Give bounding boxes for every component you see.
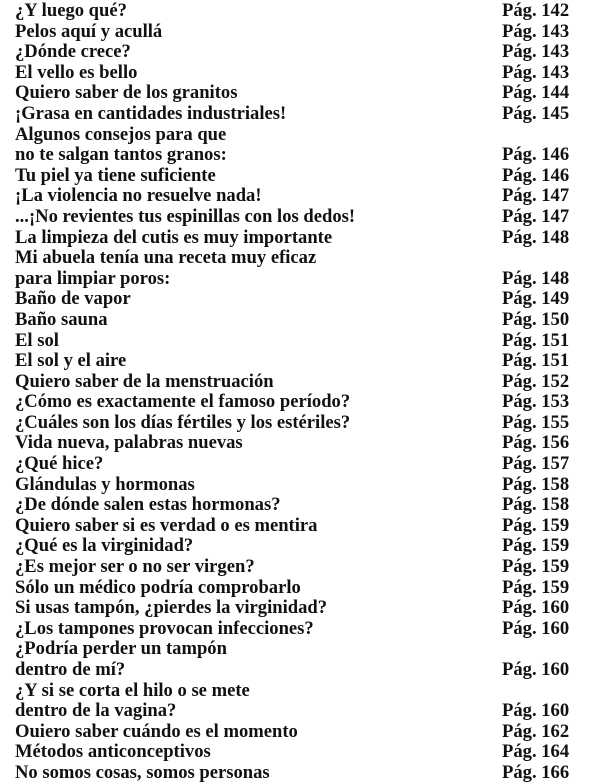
- toc-entry-title: Métodos anticonceptivos: [15, 741, 211, 763]
- toc-entry-title: Mi abuela tenía una receta muy eficaz: [15, 247, 317, 269]
- table-of-contents: [15, 1, 590, 784]
- toc-entry-page: Pág. 162: [502, 720, 570, 742]
- toc-entry: [15, 248, 590, 269]
- toc-entry: [15, 557, 590, 578]
- toc-entry-page: Pág. 148: [502, 226, 570, 248]
- toc-entry: [15, 516, 590, 537]
- toc-entry-title: ¿Cuáles son los días fértiles y los estériles?: [15, 411, 351, 433]
- toc-entry-title: ¿Los tampones provocan infecciones?: [15, 617, 314, 639]
- toc-entry-title: no te salgan tantos granos:: [15, 144, 227, 166]
- toc-entry: [15, 433, 590, 454]
- toc-entry: [15, 22, 590, 43]
- toc-entry-title: Algunos consejos para que: [15, 123, 227, 145]
- toc-entry-page: Pág. 151: [502, 350, 570, 372]
- toc-entry: [15, 475, 590, 496]
- toc-entry: [15, 619, 590, 640]
- toc-entry: [15, 63, 590, 84]
- toc-entry: [15, 536, 590, 557]
- toc-entry-title: ¡Grasa en cantidades industriales!: [15, 102, 287, 124]
- toc-entry-title: ¿Podría perder un tampón: [15, 638, 227, 660]
- toc-entry-page: Pág. 151: [502, 329, 570, 351]
- toc-entry-page: Pág. 159: [502, 576, 570, 598]
- toc-entry-page: Pág. 160: [502, 617, 570, 639]
- toc-entry-title: No somos cosas, somos personas: [15, 761, 270, 783]
- toc-entry: [15, 660, 590, 681]
- toc-entry-title: ¿Cómo es exactamente el famoso período?: [15, 391, 351, 413]
- toc-entry: [15, 125, 590, 146]
- toc-entry-page: Pág. 156: [502, 432, 570, 454]
- toc-entry: [15, 351, 590, 372]
- toc-entry-page: Pág. 143: [502, 41, 570, 63]
- toc-entry-title: para limpiar poros:: [15, 267, 171, 289]
- toc-entry-page: Pág. 159: [502, 535, 570, 557]
- toc-entry: [15, 42, 590, 63]
- toc-entry: [15, 392, 590, 413]
- toc-entry-page: Pág. 157: [502, 453, 570, 475]
- toc-entry: [15, 228, 590, 249]
- toc-entry-page: Pág. 159: [502, 514, 570, 536]
- toc-entry-page: Pág. 158: [502, 494, 570, 516]
- toc-entry-title: ¡La violencia no resuelve nada!: [15, 185, 262, 207]
- toc-entry-title: Quiero saber si es verdad o es mentira: [15, 514, 318, 536]
- toc-entry-title: Ouiero saber cuándo es el momento: [15, 720, 298, 742]
- toc-entry-page: Pág. 146: [502, 164, 570, 186]
- toc-entry: [15, 763, 590, 784]
- toc-entry-page: Pág. 143: [502, 20, 570, 42]
- toc-entry-title: Si usas tampón, ¿pierdes la virginidad?: [15, 597, 328, 619]
- toc-entry-page: Pág. 159: [502, 556, 570, 578]
- toc-entry-page: Pág. 153: [502, 391, 570, 413]
- toc-entry: [15, 289, 590, 310]
- toc-entry-title: Pelos aquí y acullá: [15, 20, 163, 42]
- toc-entry-page: Pág. 145: [502, 102, 570, 124]
- toc-entry-title: ¿De dónde salen estas hormonas?: [15, 494, 281, 516]
- toc-entry-page: Pág. 152: [502, 370, 570, 392]
- toc-entry-page: Pág. 142: [502, 0, 570, 21]
- toc-entry: [15, 454, 590, 475]
- toc-entry-title: Baño de vapor: [15, 288, 131, 310]
- toc-entry-page: Pág. 164: [502, 741, 570, 763]
- toc-entry-title: Baño sauna: [15, 308, 108, 330]
- toc-entry-page: Pág. 160: [502, 659, 570, 680]
- toc-entry-page: Pág. 144: [502, 82, 570, 104]
- toc-entry: [15, 372, 590, 393]
- toc-entry: [15, 166, 590, 187]
- toc-entry-title: ¿Y si se corta el hilo o se mete: [15, 679, 250, 701]
- toc-entry-page: Pág. 160: [502, 700, 570, 722]
- toc-entry: [15, 722, 590, 743]
- toc-entry: [15, 207, 590, 228]
- toc-entry-title: El sol: [15, 329, 59, 351]
- toc-entry-page: Pág. 155: [502, 411, 570, 433]
- toc-entry-title: ¿Dónde crece?: [15, 41, 131, 63]
- toc-entry-title: Sólo un médico podría comprobarlo: [15, 576, 301, 598]
- toc-entry-title: Quiero saber de los granitos: [15, 82, 238, 104]
- toc-entry-title: dentro de mí?: [15, 659, 126, 680]
- toc-entry-title: Quiero saber de la menstruación: [15, 370, 274, 392]
- toc-entry-page: Pág. 146: [502, 144, 570, 166]
- toc-entry-page: Pág. 147: [502, 185, 570, 207]
- toc-entry-title: El vello es bello: [15, 61, 138, 83]
- toc-entry-page: Pág. 147: [502, 205, 570, 227]
- toc-entry-title: Glándulas y hormonas: [15, 473, 195, 495]
- toc-entry-title: ...¡No revientes tus espinillas con los dedos!: [15, 205, 356, 227]
- toc-entry-title: ¿Es mejor ser o no ser virgen?: [15, 556, 255, 578]
- toc-entry: [15, 1, 590, 22]
- toc-entry: [15, 186, 590, 207]
- toc-entry-title: Vida nueva, palabras nuevas: [15, 432, 243, 454]
- toc-entry-page: Pág. 166: [502, 761, 570, 783]
- toc-entry: [15, 331, 590, 352]
- toc-entry: [15, 681, 590, 702]
- toc-entry: [15, 598, 590, 619]
- toc-entry-title: Tu piel ya tiene suficiente: [15, 164, 216, 186]
- toc-entry-page: Pág. 148: [502, 267, 570, 289]
- toc-entry: [15, 145, 590, 166]
- toc-entry-page: Pág. 150: [502, 308, 570, 330]
- toc-entry: [15, 310, 590, 331]
- toc-entry: [15, 578, 590, 599]
- toc-entry-title: ¿Qué hice?: [15, 453, 104, 475]
- toc-entry-title: El sol y el aire: [15, 350, 127, 372]
- toc-entry: [15, 269, 590, 290]
- toc-entry-page: Pág. 160: [502, 597, 570, 619]
- toc-entry-page: Pág. 143: [502, 61, 570, 83]
- toc-entry: [15, 104, 590, 125]
- toc-entry: [15, 639, 590, 660]
- toc-entry: [15, 413, 590, 434]
- toc-entry: [15, 701, 590, 722]
- toc-entry-title: ¿Y luego qué?: [15, 0, 127, 21]
- toc-entry: [15, 495, 590, 516]
- toc-entry-page: Pág. 149: [502, 288, 570, 310]
- toc-entry-page: Pág. 158: [502, 473, 570, 495]
- toc-entry-title: ¿Qué es la virginidad?: [15, 535, 194, 557]
- toc-entry-title: dentro de la vagina?: [15, 700, 177, 722]
- toc-entry: [15, 83, 590, 104]
- toc-entry-title: La limpieza del cutis es muy importante: [15, 226, 333, 248]
- toc-entry: [15, 742, 590, 763]
